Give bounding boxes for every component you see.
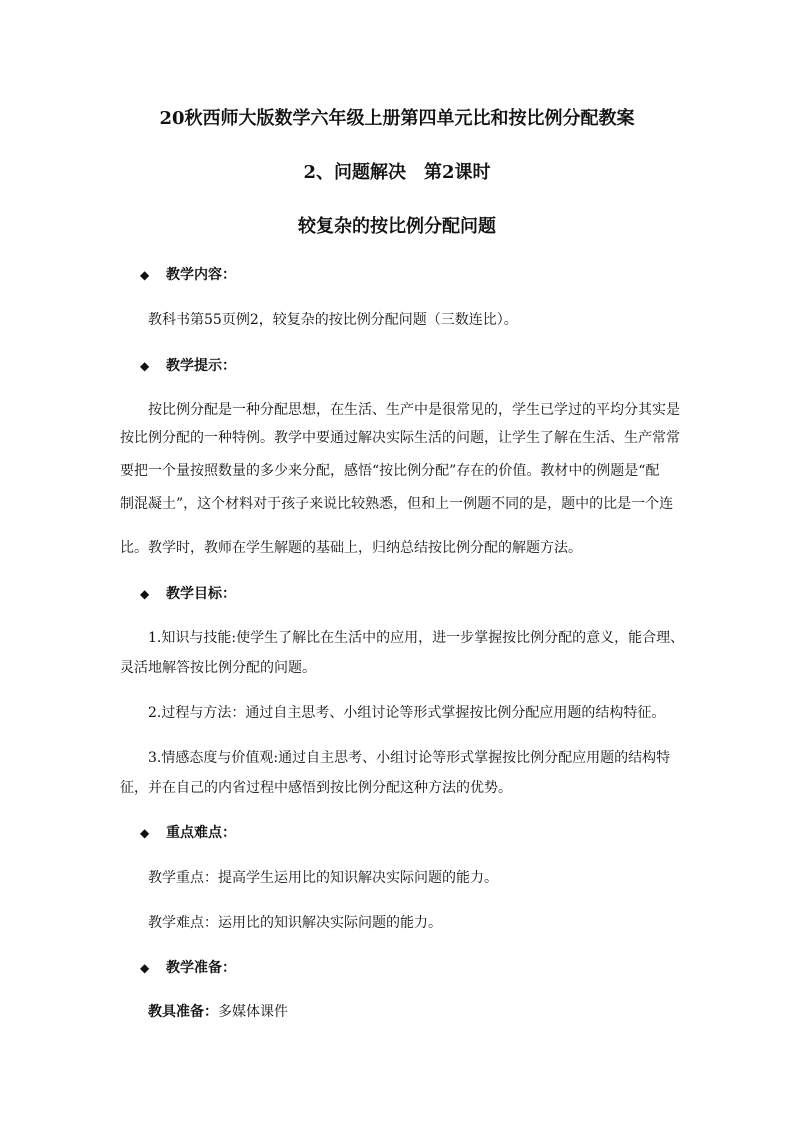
objective-line: 3.情感态度与价值观:通过自主思考、小组讨论等形式掌握按比例分配应用题的结构特 xyxy=(148,750,671,766)
diamond-bullet-icon: ◆ xyxy=(140,359,150,373)
section-heading-label: 教学目标： xyxy=(166,586,236,602)
diamond-bullet-icon: ◆ xyxy=(140,268,150,282)
objective-line: 征，并在自己的内省过程中感悟到按比例分配这种方法的优势。 xyxy=(120,780,512,796)
hints-line: 按比例分配是一种分配思想，在生活、生产中是很常见的，学生已学过的平均分其实是 xyxy=(148,402,680,418)
content-text: 教科书第55页例2，较复杂的按比例分配问题（三数连比）。 xyxy=(148,312,518,328)
lesson-title: 较复杂的按比例分配问题 xyxy=(298,216,496,237)
hints-line: 按比例分配的一种特例。教学中要通过解决实际生活的问题，让学生了解在生活、生产常常 xyxy=(120,430,680,446)
objective-line: 2.过程与方法：通过自主思考、小组讨论等形式掌握按比例分配应用题的结构特征。 xyxy=(148,705,666,721)
section-heading-label: 教学提示： xyxy=(166,358,236,374)
section-heading-key-points xyxy=(140,823,236,843)
section-heading-hints xyxy=(140,356,236,376)
preparation-tools xyxy=(148,1002,288,1022)
section-heading-label: 教学准备： xyxy=(166,960,236,976)
key-point-difficulty: 教学难点：运用比的知识解决实际问题的能力。 xyxy=(148,915,442,931)
hints-line: 制混凝土”，这个材料对于孩子来说比较熟悉，但和上一例题不同的是，题中的比是一个连 xyxy=(120,496,674,512)
diamond-bullet-icon: ◆ xyxy=(140,826,150,840)
hints-line: 要把一个量按照数量的多少来分配，感悟“按比例分配”存在的价值。教材中的例题是“配 xyxy=(120,463,660,479)
hints-line: 比。教学时，教师在学生解题的基础上，归纳总结按比例分配的解题方法。 xyxy=(120,540,582,556)
tools-value: 多媒体课件 xyxy=(218,1004,288,1020)
document-title: 20秋西师大版数学六年级上册第四单元比和按比例分配教案 xyxy=(159,108,635,129)
lesson-subtitle: 2、问题解决 第2课时 xyxy=(303,162,491,183)
section-heading-content xyxy=(140,265,236,285)
diamond-bullet-icon: ◆ xyxy=(140,587,150,601)
objective-line: 1.知识与技能:使学生了解比在生活中的应用，进一步掌握按比例分配的意义，能合理、 xyxy=(148,630,685,646)
section-heading-label: 教学内容： xyxy=(166,267,236,283)
section-heading-objectives xyxy=(140,584,236,604)
section-heading-preparation xyxy=(140,958,236,978)
tools-label: 教具准备： xyxy=(148,1004,218,1020)
key-point-focus: 教学重点：提高学生运用比的知识解决实际问题的能力。 xyxy=(148,870,498,886)
objective-line: 灵活地解答按比例分配的问题。 xyxy=(120,660,316,676)
section-heading-label: 重点难点： xyxy=(166,825,236,841)
diamond-bullet-icon: ◆ xyxy=(140,961,150,975)
